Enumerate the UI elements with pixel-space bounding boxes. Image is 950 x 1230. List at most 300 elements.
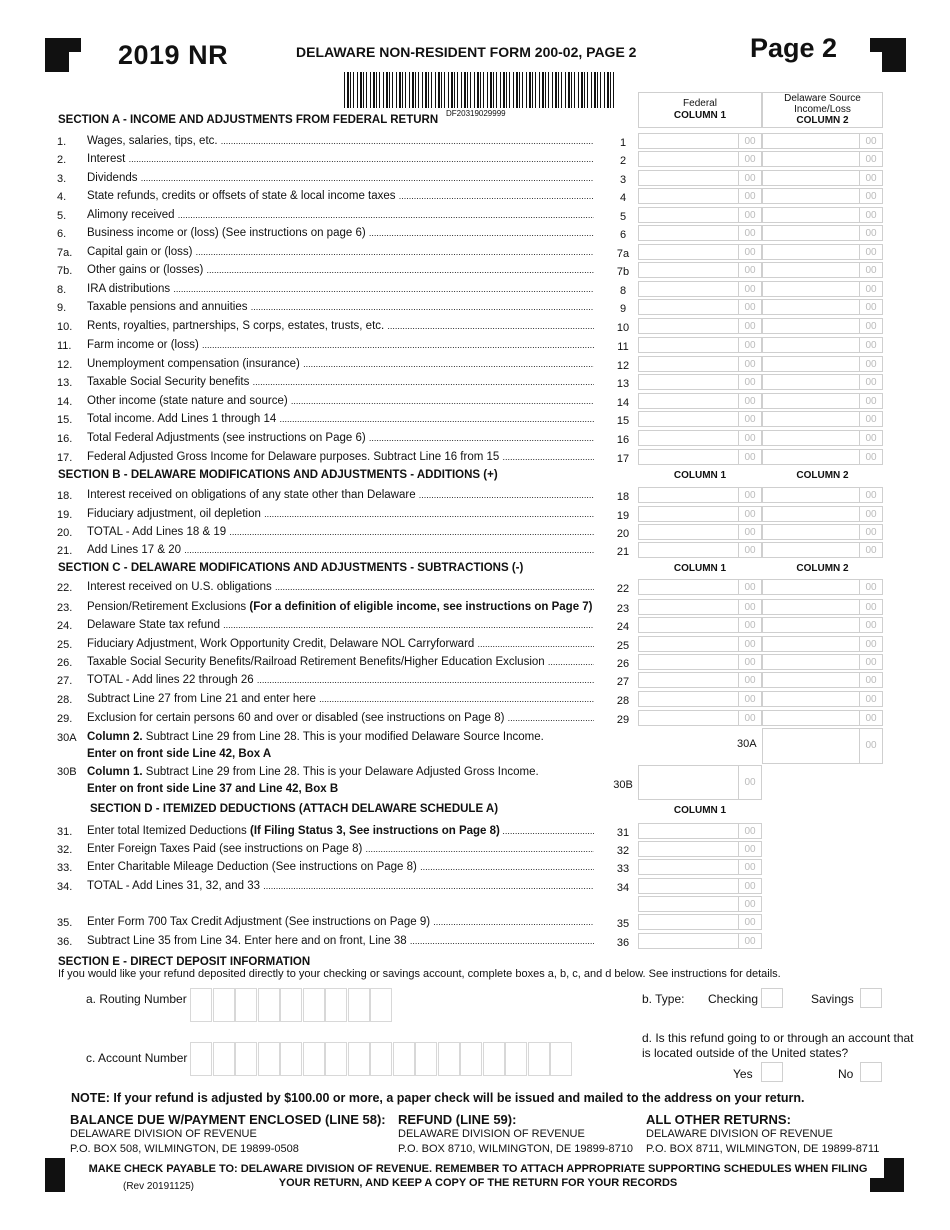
row-num: 25.: [57, 639, 73, 651]
address-refund-title: REFUND (LINE 59):: [398, 1112, 517, 1127]
row-col1-input[interactable]: [638, 449, 762, 465]
row-col2-cents: 00: [859, 488, 882, 502]
row-blank-col1-input[interactable]: [638, 896, 762, 912]
row-col1-cents: 00: [738, 934, 761, 948]
column-1-top: Federal: [683, 98, 717, 109]
row-30b-line: 30B: [613, 779, 633, 791]
row-line-number: 19: [616, 510, 630, 522]
row-col1-input[interactable]: [638, 225, 762, 241]
row-line-number: 7a: [616, 248, 630, 260]
row-col1-cents: 00: [738, 357, 761, 371]
address-balance-due-line2: P.O. BOX 508, WILMINGTON, DE 19899-0508: [70, 1143, 299, 1155]
row-col1-cents: 00: [738, 319, 761, 333]
row-30a-col2-cents: 00: [859, 729, 882, 763]
row-num: 35.: [57, 917, 73, 929]
row-col2-cents: 00: [859, 618, 882, 632]
row-line-number: 27: [616, 676, 630, 688]
row-num: 16.: [57, 433, 73, 445]
row-col2-input[interactable]: [762, 599, 883, 615]
row-desc: [87, 301, 594, 313]
row-desc: [87, 395, 594, 407]
row-30a-col2-input[interactable]: [762, 728, 883, 764]
page-label: Page 2: [750, 33, 838, 63]
row-num: 18.: [57, 490, 73, 502]
row-col2-input[interactable]: [762, 487, 883, 503]
row-line-number: 26: [616, 658, 630, 670]
row-desc-text: TOTAL - Add lines 22 through 26: [87, 674, 254, 686]
row-num: 10.: [57, 321, 73, 333]
row-desc: [87, 135, 594, 147]
row-col1-cents: 00: [738, 600, 761, 614]
row-30a-bold: Column 2.: [87, 731, 143, 743]
row-desc: [87, 581, 594, 593]
row-col1-cents: 00: [738, 152, 761, 166]
row-desc: [87, 619, 594, 631]
row-col2-input[interactable]: [762, 672, 883, 688]
row-line-number: 35: [616, 918, 630, 930]
row-col2-cents: 00: [859, 600, 882, 614]
account-number-digit-box[interactable]: [325, 1042, 347, 1076]
row-30a-line: 30A: [737, 738, 757, 750]
row-col1-input[interactable]: [638, 133, 762, 149]
routing-number-digit-box[interactable]: [370, 988, 392, 1022]
barcode-image: [344, 72, 614, 108]
row-col2-cents: 00: [859, 245, 882, 259]
row-desc-text: Enter total Itemized Deductions: [87, 825, 247, 837]
row-line-number: 9: [619, 303, 627, 315]
row-desc: [87, 376, 594, 388]
routing-number-digit-box[interactable]: [325, 988, 347, 1022]
row-desc-text: Dividends: [87, 172, 138, 184]
row-col2-cents: 00: [859, 394, 882, 408]
address-other-title: ALL OTHER RETURNS:: [646, 1112, 791, 1127]
account-number-digit-box[interactable]: [190, 1042, 212, 1076]
row-blank-cents: 00: [738, 897, 761, 911]
column-2-label: COLUMN 2: [796, 115, 849, 126]
row-num: 21.: [57, 545, 73, 557]
row-col1-cents: 00: [738, 543, 761, 557]
row-desc: [87, 358, 594, 370]
account-number-digit-box[interactable]: [528, 1042, 550, 1076]
row-col1-cents: 00: [738, 711, 761, 725]
row-line-number: 29: [616, 714, 630, 726]
row-line-number: 3: [619, 174, 627, 186]
row-col2-input[interactable]: [762, 356, 883, 372]
row-col1-input[interactable]: [638, 599, 762, 615]
row-col1-input[interactable]: [638, 262, 762, 278]
row-num: 22.: [57, 582, 73, 594]
row-line-number: 25: [616, 640, 630, 652]
row-line-number: 32: [616, 845, 630, 857]
row-col2-input[interactable]: [762, 654, 883, 670]
row-col1-cents: 00: [738, 282, 761, 296]
row-col1-cents: 00: [738, 860, 761, 874]
row-line-number: 14: [616, 397, 630, 409]
foreign-no-checkbox[interactable]: [860, 1062, 882, 1082]
foreign-yes-checkbox[interactable]: [761, 1062, 783, 1082]
row-desc: [87, 451, 594, 463]
row-col1-input[interactable]: [638, 207, 762, 223]
address-refund-line1: DELAWARE DIVISION OF REVENUE: [398, 1128, 585, 1140]
row-desc-text: Interest: [87, 153, 126, 165]
row-col1-input[interactable]: [638, 636, 762, 652]
row-col1-input[interactable]: [638, 524, 762, 540]
row-desc-text: Enter Foreign Taxes Paid (see instructions on Page 8): [87, 843, 363, 855]
row-col2-cents: 00: [859, 507, 882, 521]
row-col1-input[interactable]: [638, 151, 762, 167]
row-col1-input[interactable]: [638, 337, 762, 353]
section-b-title: SECTION B - DELAWARE MODIFICATIONS AND ADJUSTMENTS - ADDITIONS (+): [58, 469, 498, 481]
foreign-account-question-2: is located outside of the United states?: [642, 1046, 849, 1060]
row-desc-text: State refunds, credits or offsets of state & local income taxes: [87, 190, 396, 202]
row-col2-cents: 00: [859, 263, 882, 277]
row-col1-cents: 00: [738, 915, 761, 929]
row-num: 17.: [57, 452, 73, 464]
row-col2-cents: 00: [859, 282, 882, 296]
row-line-number: 5: [619, 211, 627, 223]
row-line-number: 24: [616, 621, 630, 633]
row-col1-cents: 00: [738, 245, 761, 259]
row-desc-text: Subtract Line 27 from Line 21 and enter here: [87, 693, 316, 705]
account-number-digit-box[interactable]: [393, 1042, 415, 1076]
routing-number-digit-box[interactable]: [280, 988, 302, 1022]
row-desc: [87, 880, 594, 892]
row-col2-cents: 00: [859, 134, 882, 148]
section-b-col1-label: COLUMN 1: [673, 470, 727, 481]
row-desc-text: Capital gain or (loss): [87, 246, 193, 258]
row-desc-text: Subtract Line 35 from Line 34. Enter here and on front, Line 38: [87, 935, 407, 947]
routing-number-digit-box[interactable]: [258, 988, 280, 1022]
row-desc: [87, 825, 594, 837]
row-col2-cents: 00: [859, 431, 882, 445]
row-desc: [87, 413, 594, 425]
address-balance-due-title: BALANCE DUE W/PAYMENT ENCLOSED (LINE 58):: [70, 1112, 386, 1127]
row-desc-bold: (If Filing Status 3, See instructions on Page 8): [250, 825, 500, 837]
row-num: 24.: [57, 620, 73, 632]
row-num: 9.: [57, 302, 67, 314]
account-number-digit-box[interactable]: [258, 1042, 280, 1076]
row-col1-input[interactable]: [638, 672, 762, 688]
row-desc-text: Farm income or (loss): [87, 339, 199, 351]
row-col1-cents: 00: [738, 673, 761, 687]
row-num: 13.: [57, 377, 73, 389]
row-col2-cents: 00: [859, 319, 882, 333]
checking-checkbox[interactable]: [761, 988, 783, 1008]
column-1-label: COLUMN 1: [673, 110, 727, 121]
row-desc-text: Fiduciary Adjustment, Work Opportunity Credit, Delaware NOL Carryforward: [87, 638, 475, 650]
row-line-number: 20: [616, 528, 630, 540]
row-desc-text: Business income or (loss) (See instructions on page 6): [87, 227, 366, 239]
row-num: 33.: [57, 862, 73, 874]
section-c-col1-label: COLUMN 1: [673, 563, 727, 574]
account-number-digit-box[interactable]: [280, 1042, 302, 1076]
account-number-label: c. Account Number: [86, 1051, 188, 1065]
row-col1-input[interactable]: [638, 281, 762, 297]
row-line-number: 28: [616, 695, 630, 707]
row-desc-text: Total income. Add Lines 1 through 14: [87, 413, 277, 425]
row-col1-input[interactable]: [638, 691, 762, 707]
corner-mark-bottom-right-ext: [870, 1178, 904, 1192]
row-30b-num: 30B: [57, 766, 77, 778]
address-refund-line2: P.O. BOX 8710, WILMINGTON, DE 19899-8710: [398, 1143, 633, 1155]
row-col1-cents: 00: [738, 879, 761, 893]
row-col1-input[interactable]: [638, 374, 762, 390]
row-col2-input[interactable]: [762, 636, 883, 652]
row-col1-input[interactable]: [638, 170, 762, 186]
row-30b-desc2: [87, 783, 594, 795]
row-num: 12.: [57, 359, 73, 371]
row-col2-input[interactable]: [762, 524, 883, 540]
row-desc: [87, 638, 594, 650]
row-num: 26.: [57, 657, 73, 669]
row-desc-text: Wages, salaries, tips, etc.: [87, 135, 218, 147]
row-col1-input[interactable]: [638, 654, 762, 670]
row-num: 8.: [57, 284, 67, 296]
row-30a-desc: [87, 731, 594, 743]
row-col2-cents: 00: [859, 580, 882, 594]
row-col2-input[interactable]: [762, 710, 883, 726]
row-line-number: 2: [619, 155, 627, 167]
row-desc-text: TOTAL - Add Lines 18 & 19: [87, 526, 227, 538]
row-col2-input[interactable]: [762, 170, 883, 186]
row-desc-text: Rents, royalties, partnerships, S corps, estates, trusts, etc.: [87, 320, 385, 332]
address-balance-due-line1: DELAWARE DIVISION OF REVENUE: [70, 1128, 257, 1140]
row-col1-cents: 00: [738, 637, 761, 651]
row-desc-text: Fiduciary adjustment, oil depletion: [87, 508, 261, 520]
row-desc: [87, 320, 594, 332]
row-col1-input[interactable]: [638, 393, 762, 409]
row-col2-input[interactable]: [762, 617, 883, 633]
row-desc: [87, 246, 594, 258]
row-col1-cents: 00: [738, 171, 761, 185]
row-col1-input[interactable]: [638, 411, 762, 427]
row-col1-cents: 00: [738, 338, 761, 352]
row-col1-input[interactable]: [638, 318, 762, 334]
row-col2-input[interactable]: [762, 374, 883, 390]
row-col2-input[interactable]: [762, 430, 883, 446]
section-e-intro: If you would like your refund deposited directly to your checking or savings account, complete boxes a, b, c, and d below. See instructions for details.: [58, 968, 781, 980]
address-other-line2: P.O. BOX 8711, WILMINGTON, DE 19899-8711: [646, 1143, 880, 1155]
row-col1-cents: 00: [738, 134, 761, 148]
row-desc-text: TOTAL - Add Lines 31, 32, and 33: [87, 880, 261, 892]
row-line-number: 6: [619, 229, 627, 241]
row-col1-cents: 00: [738, 450, 761, 464]
routing-number-digit-box[interactable]: [213, 988, 235, 1022]
row-desc-text: Taxable Social Security benefits: [87, 376, 250, 388]
row-30a-text: Subtract Line 29 from Line 28. This is your modified Delaware Source Income.: [145, 731, 544, 743]
row-col2-cents: 00: [859, 412, 882, 426]
row-line-number: 33: [616, 863, 630, 875]
row-num: 23.: [57, 602, 73, 614]
row-col1-input[interactable]: [638, 430, 762, 446]
section-d-col1-label: COLUMN 1: [673, 805, 727, 816]
row-desc-text: IRA distributions: [87, 283, 171, 295]
row-col2-cents: 00: [859, 673, 882, 687]
account-number-digit-box[interactable]: [213, 1042, 235, 1076]
row-col2-input[interactable]: [762, 207, 883, 223]
row-desc: [87, 674, 594, 686]
row-num: 15.: [57, 414, 73, 426]
account-number-digit-box[interactable]: [550, 1042, 572, 1076]
section-c-col2-label: COLUMN 2: [796, 563, 849, 574]
row-desc: [87, 283, 594, 295]
row-col1-input[interactable]: [638, 542, 762, 558]
routing-number-digit-box[interactable]: [303, 988, 325, 1022]
row-desc: [87, 489, 594, 501]
row-col1-input[interactable]: [638, 841, 762, 857]
row-desc: [87, 843, 594, 855]
row-col1-input[interactable]: [638, 710, 762, 726]
account-number-digit-box[interactable]: [235, 1042, 257, 1076]
row-col1-input[interactable]: [638, 356, 762, 372]
row-30a-desc2: [87, 748, 594, 760]
row-col1-input[interactable]: [638, 617, 762, 633]
row-desc-text: Other gains or (losses): [87, 264, 204, 276]
row-30b-text: Subtract Line 29 from Line 28. This is your Delaware Adjusted Gross Income.: [145, 766, 539, 778]
account-number-digit-box[interactable]: [483, 1042, 505, 1076]
row-desc: [87, 526, 594, 538]
row-desc-text: Taxable pensions and annuities: [87, 301, 248, 313]
account-number-digit-box[interactable]: [303, 1042, 325, 1076]
row-col2-input[interactable]: [762, 411, 883, 427]
row-col2-input[interactable]: [762, 299, 883, 315]
row-col1-cents: 00: [738, 263, 761, 277]
row-col1-cents: 00: [738, 824, 761, 838]
row-desc-text: Total Federal Adjustments (see instructions on Page 6): [87, 432, 366, 444]
account-number-digit-box[interactable]: [438, 1042, 460, 1076]
row-desc-text: Exclusion for certain persons 60 and over or disabled (see instructions on Page 8): [87, 712, 505, 724]
row-line-number: 16: [616, 434, 630, 446]
row-col2-input[interactable]: [762, 579, 883, 595]
row-num: 7a.: [57, 247, 73, 259]
row-num: 3.: [57, 173, 67, 185]
row-col2-cents: 00: [859, 543, 882, 557]
row-col1-input[interactable]: [638, 878, 762, 894]
row-num: 11.: [57, 340, 72, 352]
row-col2-input[interactable]: [762, 281, 883, 297]
row-col1-input[interactable]: [638, 506, 762, 522]
row-num: 34.: [57, 881, 73, 893]
row-col2-input[interactable]: [762, 506, 883, 522]
row-col1-input[interactable]: [638, 188, 762, 204]
row-col2-input[interactable]: [762, 262, 883, 278]
row-col2-input[interactable]: [762, 393, 883, 409]
row-col2-cents: 00: [859, 171, 882, 185]
row-desc: [87, 935, 594, 947]
row-desc-text: Other income (state nature and source): [87, 395, 288, 407]
row-30b-desc2-text: Enter on front side Line 37 and Line 42, Box B: [87, 783, 339, 795]
row-col1-cents: 00: [738, 208, 761, 222]
row-line-number: 4: [619, 192, 627, 204]
row-col2-cents: 00: [859, 189, 882, 203]
row-line-number: 10: [616, 322, 630, 334]
account-type-label: b. Type:: [642, 992, 685, 1006]
row-line-number: 12: [616, 360, 630, 372]
row-col2-input[interactable]: [762, 542, 883, 558]
row-col2-input[interactable]: [762, 449, 883, 465]
row-num: 29.: [57, 713, 73, 725]
row-col2-cents: 00: [859, 226, 882, 240]
account-number-digit-box[interactable]: [505, 1042, 527, 1076]
row-desc: [87, 693, 594, 705]
row-desc-text: Pension/Retirement Exclusions: [87, 601, 247, 613]
savings-checkbox[interactable]: [860, 988, 882, 1008]
savings-label: Savings: [811, 992, 854, 1006]
row-col1-input[interactable]: [638, 244, 762, 260]
row-line-number: 23: [616, 603, 630, 615]
row-line-number: 11: [617, 341, 629, 353]
account-number-digit-box[interactable]: [460, 1042, 482, 1076]
row-line-number: 31: [616, 827, 630, 839]
row-col1-input[interactable]: [638, 487, 762, 503]
barcode-id: DF20319029999: [446, 109, 506, 118]
routing-number-digit-box[interactable]: [348, 988, 370, 1022]
corner-mark-top-right-ext: [870, 38, 906, 52]
row-col1-input[interactable]: [638, 933, 762, 949]
row-col2-input[interactable]: [762, 318, 883, 334]
row-desc: [87, 432, 594, 444]
row-30a-num: 30A: [57, 732, 77, 744]
routing-number-digit-box[interactable]: [235, 988, 257, 1022]
row-num: 6.: [57, 228, 67, 240]
row-num: 2.: [57, 154, 67, 166]
row-num: 1.: [57, 136, 67, 148]
row-col1-input[interactable]: [638, 579, 762, 595]
row-desc: [87, 601, 594, 613]
row-col2-input[interactable]: [762, 691, 883, 707]
account-number-digit-box[interactable]: [370, 1042, 392, 1076]
row-desc: [87, 712, 594, 724]
row-col2-cents: 00: [859, 152, 882, 166]
row-line-number: 34: [616, 882, 630, 894]
routing-number-digit-box[interactable]: [190, 988, 212, 1022]
account-number-digit-box[interactable]: [348, 1042, 370, 1076]
row-col1-cents: 00: [738, 507, 761, 521]
row-col2-input[interactable]: [762, 188, 883, 204]
row-col2-input[interactable]: [762, 225, 883, 241]
row-num: 19.: [57, 509, 73, 521]
make-check-line1: MAKE CHECK PAYABLE TO: DELAWARE DIVISION OF REVENUE. REMEMBER TO ATTACH APPROPRIATE SUPPORTING SCHEDULES WHEN FILING: [88, 1163, 868, 1175]
row-col1-input[interactable]: [638, 823, 762, 839]
row-num: 32.: [57, 844, 73, 856]
row-col1-input[interactable]: [638, 914, 762, 930]
row-col2-cents: 00: [859, 357, 882, 371]
row-col1-cents: 00: [738, 842, 761, 856]
row-num: 20.: [57, 527, 73, 539]
row-30b-col1-input[interactable]: [638, 765, 762, 800]
row-col2-input[interactable]: [762, 337, 883, 353]
row-col2-input[interactable]: [762, 151, 883, 167]
row-desc-text: Interest received on U.S. obligations: [87, 581, 272, 593]
row-num: 28.: [57, 694, 73, 706]
row-col2-input[interactable]: [762, 133, 883, 149]
account-number-digit-box[interactable]: [415, 1042, 437, 1076]
section-d-title: SECTION D - ITEMIZED DEDUCTIONS (ATTACH DELAWARE SCHEDULE A): [90, 803, 499, 815]
section-e-title: SECTION E - DIRECT DEPOSIT INFORMATION: [58, 956, 311, 968]
corner-mark-bottom-left: [45, 1158, 65, 1192]
yes-label: Yes: [733, 1067, 753, 1081]
row-col1-input[interactable]: [638, 859, 762, 875]
row-col1-input[interactable]: [638, 299, 762, 315]
row-col2-cents: 00: [859, 375, 882, 389]
row-col2-input[interactable]: [762, 244, 883, 260]
row-30b-col1-cents: 00: [738, 766, 761, 799]
row-col1-cents: 00: [738, 394, 761, 408]
row-col1-cents: 00: [738, 375, 761, 389]
form-title: DELAWARE NON-RESIDENT FORM 200-02, PAGE 2: [296, 44, 637, 60]
row-col1-cents: 00: [738, 655, 761, 669]
row-col1-cents: 00: [738, 692, 761, 706]
